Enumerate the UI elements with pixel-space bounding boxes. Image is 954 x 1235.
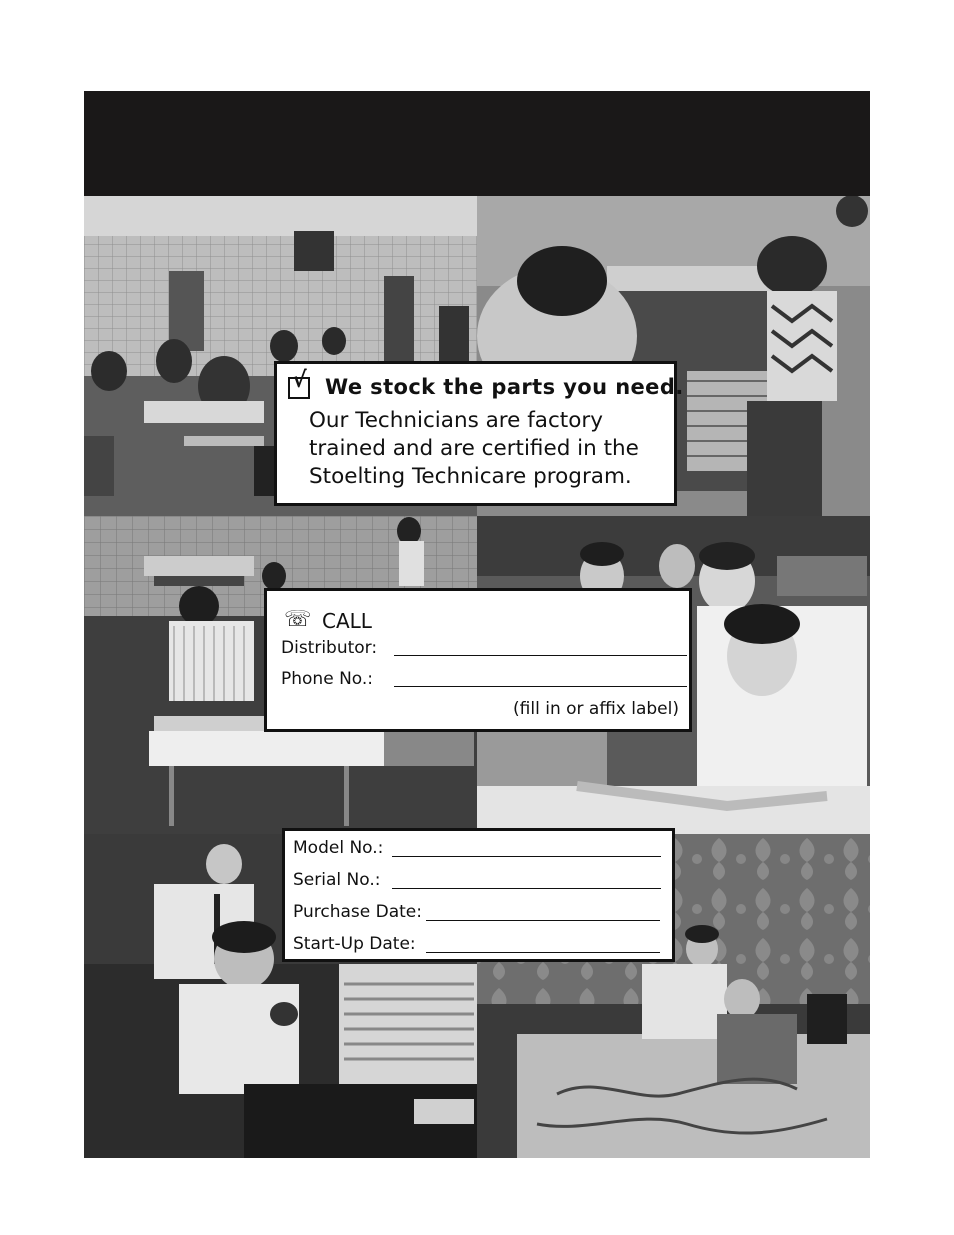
phone-icon: ☏ <box>284 607 312 632</box>
model-label: Model No.: <box>293 838 384 858</box>
fill-in-note: (fill in or affix label) <box>513 699 679 719</box>
distributor-label: Distributor: <box>281 638 378 658</box>
serial-label: Serial No.: <box>293 870 381 890</box>
technician-text-line-2: trained and are certified in the <box>309 436 639 461</box>
technician-text-line-1: Our Technicians are factory <box>309 408 603 433</box>
serial-field[interactable] <box>392 888 661 889</box>
header-bar <box>84 91 870 196</box>
equipment-info-callout <box>282 828 675 962</box>
model-field[interactable] <box>392 856 661 857</box>
distributor-field[interactable] <box>394 655 687 656</box>
phone-field[interactable] <box>394 686 687 687</box>
startup-date-field[interactable] <box>426 952 660 953</box>
technician-text-line-3: Stoelting Technicare program. <box>309 464 632 489</box>
purchase-date-label: Purchase Date: <box>293 902 422 922</box>
call-distributor-callout <box>264 588 692 732</box>
purchase-date-field[interactable] <box>426 920 660 921</box>
checkbox-icon: √ <box>288 377 310 399</box>
parts-stock-callout <box>274 361 684 506</box>
phone-label: Phone No.: <box>281 669 374 689</box>
startup-date-label: Start-Up Date: <box>293 934 416 954</box>
call-label: CALL <box>322 609 372 633</box>
parts-headline: We stock the parts you need. <box>325 375 684 399</box>
